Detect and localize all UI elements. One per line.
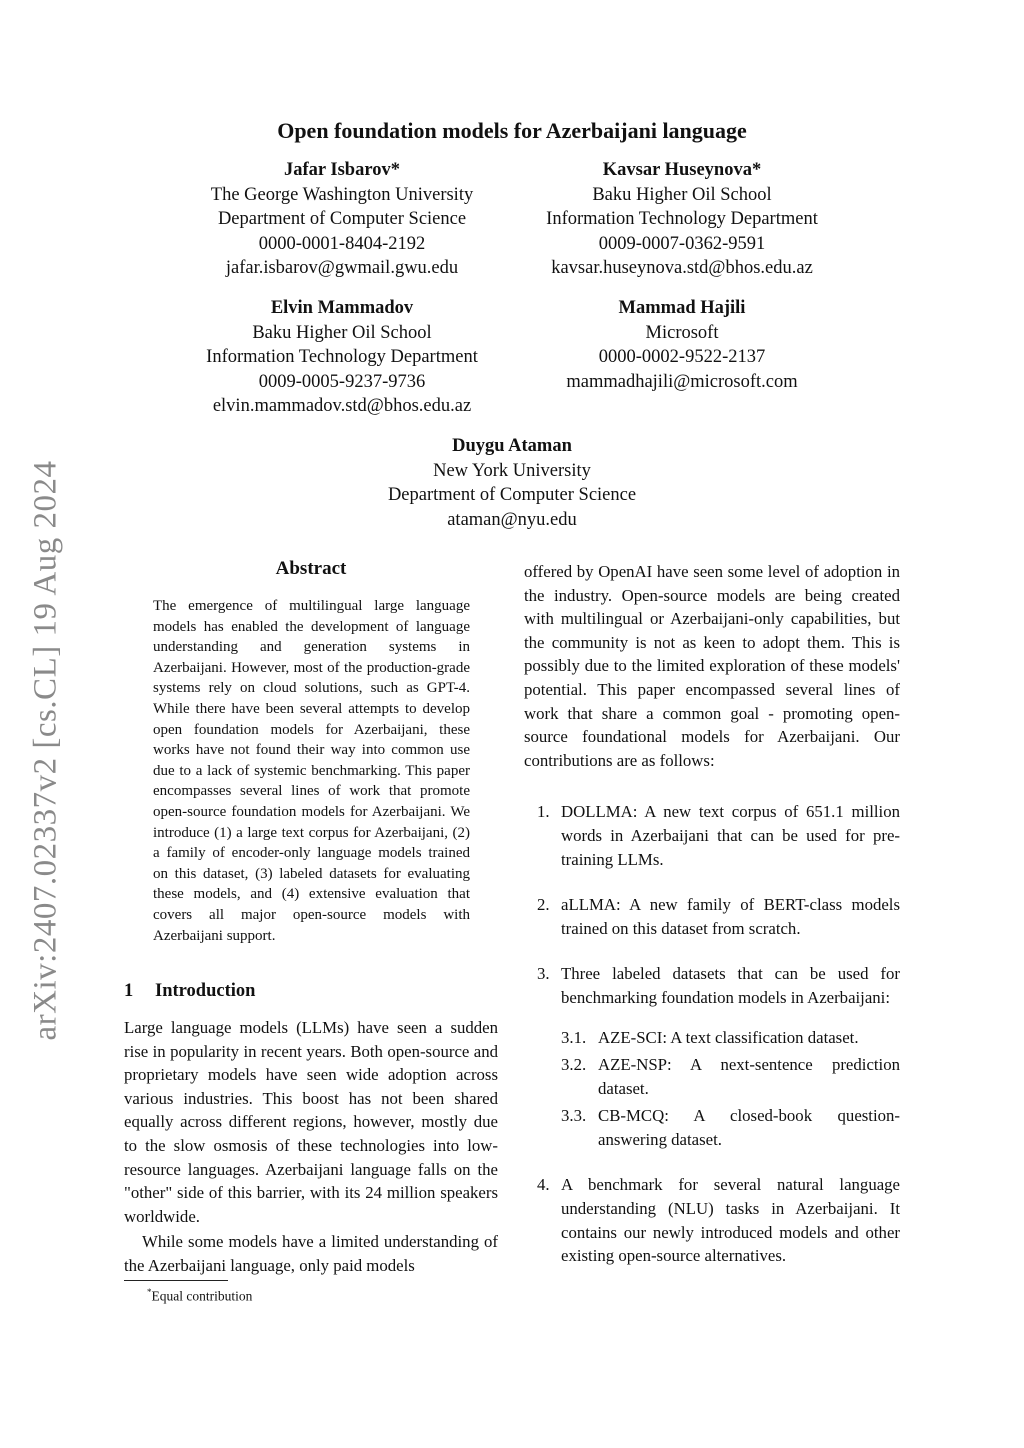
body-paragraph: While some models have a limited understanding of the Azerbaijani language, only paid models <box>124 1232 498 1275</box>
author-department: Department of Computer Science <box>387 485 637 505</box>
author-email: ataman@nyu.edu <box>447 509 577 530</box>
datasets-sublist <box>561 1026 900 1152</box>
author-orcid: 0009-0007-0362-9591 <box>598 233 766 254</box>
sublist-item-text: AZE-NSP: A next-sentence prediction dataset. <box>598 1055 900 1098</box>
author-name: Duygu Ataman <box>452 436 572 456</box>
list-number: 2. <box>537 895 550 915</box>
list-item-text: A benchmark for several natural language understanding (NLU) tasks in Azerbaijani. It contains our newly introduced models and other existing open-source alternatives. <box>561 1175 900 1266</box>
author-name: Mammad Hajili <box>618 298 746 318</box>
sublist-number: 3.2. <box>561 1055 587 1075</box>
section-heading <box>124 981 498 1002</box>
author-email: kavsar.huseynova.std@bhos.edu.az <box>551 258 813 278</box>
author-email: jafar.isbarov@gwmail.gwu.edu <box>225 258 459 278</box>
author-block <box>172 158 512 281</box>
list-item <box>524 893 900 940</box>
sublist-number: 3.1. <box>561 1027 587 1047</box>
footnote-text: Equal contribution <box>151 1288 253 1304</box>
introduction-body <box>124 1016 498 1278</box>
list-number: 3. <box>537 964 550 984</box>
contributions-list <box>524 800 900 1268</box>
author-department: Information Technology Department <box>546 209 818 229</box>
author-block <box>512 296 852 394</box>
sublist-item-text: CB-MCQ: A closed-book question-answering dataset. <box>598 1106 900 1149</box>
author-name: Kavsar Huseynova* <box>602 160 762 180</box>
paper-title: Open foundation models for Azerbaijani language <box>277 118 747 143</box>
author-affiliation: New York University <box>433 460 591 481</box>
author-orcid: 0000-0002-9522-2137 <box>598 347 766 367</box>
sublist-item <box>561 1026 900 1050</box>
author-block <box>512 158 852 281</box>
author-orcid: 0000-0001-8404-2192 <box>258 233 426 254</box>
footnote <box>147 1287 252 1305</box>
abstract-text: The emergence of multilingual large language models has enabled the development of language understanding and generation systems in Azerbaijani. However, most of the production-grade systems rely on cloud solutions, such as GPT-4. While there have been several attempts to develop open foundation models for Azerbaijani, these works have not found their way into common use due to a lack of systemic benchmarking. This paper encompasses several lines of work that promote open-source foundation models for Azerbaijani. We introduce (1) a large text corpus for Azerbaijani, (2) a family of encoder-only language models trained on this dataset, (3) labeled datasets for evaluating these models, and (4) extensive evaluation that covers all major open-source models with Azerbaijani support. <box>153 598 470 944</box>
footnote-rule <box>124 1280 228 1281</box>
list-item <box>524 962 900 1151</box>
list-item <box>524 1173 900 1267</box>
list-item <box>524 800 900 871</box>
section-title: Introduction <box>155 981 256 1001</box>
author-affiliation: Baku Higher Oil School <box>592 184 772 205</box>
footnote-mark: * <box>147 1287 152 1297</box>
list-number: 1. <box>537 802 550 822</box>
sublist-number: 3.3. <box>561 1106 587 1126</box>
author-orcid: 0009-0005-9237-9736 <box>258 371 426 392</box>
section-number: 1 <box>124 981 134 1001</box>
author-name: Elvin Mammadov <box>270 298 414 318</box>
body-paragraph: offered by OpenAI have seen some level of adoption in the industry. Open-source models are being created with multilingual or Azerbaijani-only capabilities, but the community is not as keen to adopt them. This is possibly due to the limited exploration of these models' potential. This paper encompassed several lines of work that share a common goal - promoting open-source foundational models for Azerbaijani. Our contributions are as follows: <box>524 562 900 770</box>
sublist-item <box>561 1104 900 1151</box>
author-email: mammadhajili@microsoft.com <box>566 371 798 392</box>
body-paragraph: Large language models (LLMs) have seen a sudden rise in popularity in recent years. Both open-source and proprietary models have seen wide adoption across various industries. This boost has not been shared equally across different regions, however, mostly due to the slow osmosis of these technologies into low-resource languages. Azerbaijani language falls on the "other" side of this barrier, with its 24 million speakers worldwide. <box>124 1018 498 1226</box>
list-item-text: DOLLMA: A new text corpus of 651.1 million words in Azerbaijani that can be used for pre-training LLMs. <box>561 802 900 869</box>
right-column <box>524 560 900 1290</box>
author-block <box>172 296 512 419</box>
author-affiliation: Baku Higher Oil School <box>252 322 432 343</box>
author-affiliation: The George Washington University <box>210 184 474 205</box>
sublist-item <box>561 1053 900 1100</box>
list-item-text: aLLMA: A new family of BERT-class models trained on this dataset from scratch. <box>561 895 900 938</box>
arxiv-identifier: arXiv:2407.02337v2 [cs.CL] 19 Aug 2024 <box>27 460 64 1040</box>
author-email: elvin.mammadov.std@bhos.edu.az <box>212 396 472 416</box>
list-item-text: Three labeled datasets that can be used for benchmarking foundation models in Azerbaijani: <box>561 964 900 1007</box>
arxiv-sidebar <box>18 440 74 1060</box>
abstract-heading: Abstract <box>275 558 347 579</box>
sublist-item-text: AZE-SCI: A text classification dataset. <box>598 1027 859 1047</box>
author-block <box>342 434 682 532</box>
author-department: Department of Computer Science <box>217 209 467 229</box>
list-number: 4. <box>537 1175 550 1195</box>
author-affiliation: Microsoft <box>645 322 719 343</box>
author-name: Jafar Isbarov* <box>284 160 400 180</box>
author-department: Information Technology Department <box>206 347 478 367</box>
